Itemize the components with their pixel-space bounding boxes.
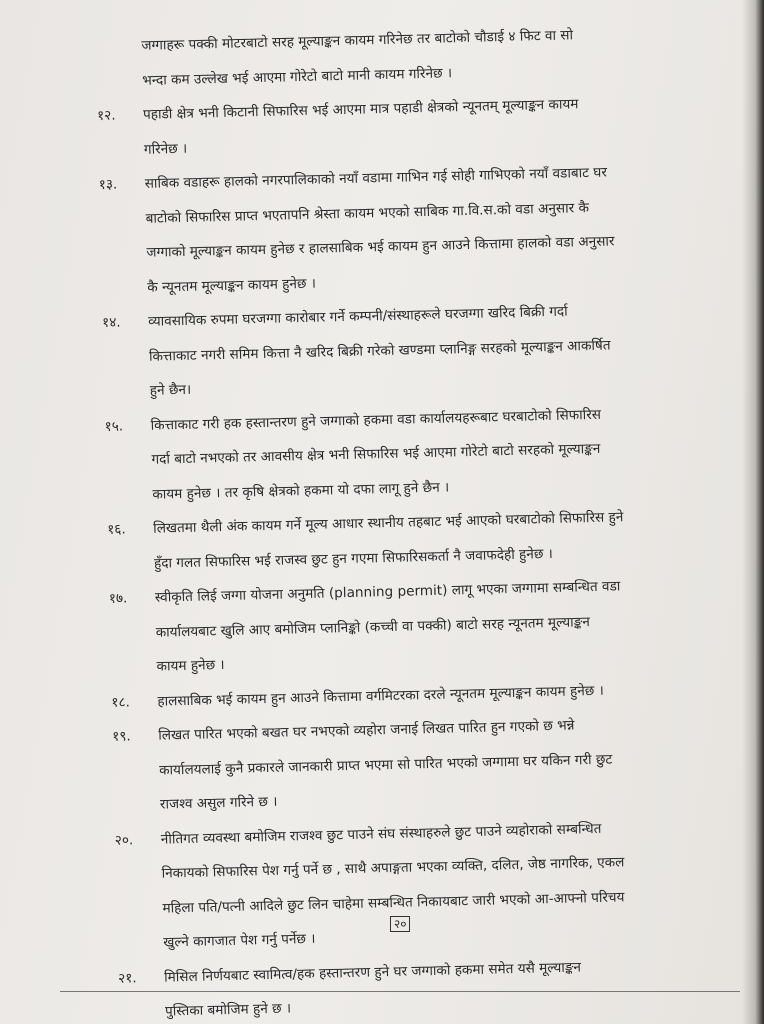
- item-number: १५.: [104, 417, 124, 435]
- text-line: लिखत पारित भएको बखत घर नभएको व्यहोरा जनाई लिखत पारित हुन गएको छ भन्ने: [158, 717, 575, 744]
- item-text: [150, 394, 716, 511]
- item-text: [154, 567, 720, 684]
- item-text: [158, 705, 724, 822]
- numbered-list: [97, 84, 730, 1024]
- text-line: बाटोको सिफारिस प्राप्त भएतापनि श्रेस्ता कायम भएको साबिक गा.वि.स.को वडा अनुसार कै: [145, 199, 590, 227]
- text-line: पहाडी क्षेत्र भनी किटानी सिफारिस भई आएमा मात्र पहाडी क्षेत्रको न्यूनतम् मूल्याङ्कन कायम: [142, 96, 579, 123]
- text-line: कायम हुनेछ ।: [156, 657, 225, 675]
- text-line: कित्ताकाट गरी हक हस्तान्तरण हुने जग्गाको हकमा वडा कार्यालयहरूबाट घरबाटोको सिफारिस: [150, 406, 602, 434]
- page-edge-shadow: [742, 0, 764, 1024]
- text-line: हुने छैन।: [149, 381, 192, 399]
- list-item: [118, 946, 730, 1024]
- item-text: [160, 808, 727, 960]
- item-number: २०.: [114, 831, 134, 849]
- item-number: १२.: [96, 107, 116, 124]
- item-number: १३.: [98, 176, 118, 193]
- text-line: स्वीकृति लिई जग्गा योजना अनुमति (planning permit) लागू भएका जग्गामा सम्बन्धित वडा: [154, 578, 621, 606]
- text-line: कै न्यूनतम मूल्याङ्कन कायम हुनेछ ।: [147, 275, 317, 296]
- text-line: गर्दा बाटो नभएको तर आवसीय क्षेत्र भनी सिफारिस भई आएमा गोरेटो बाटो सरहको मूल्याङ्कन: [151, 440, 601, 468]
- item-text: [164, 946, 730, 1024]
- item-number: १७.: [108, 590, 128, 607]
- text-line: हालसाबिक भई कायम हुन आउने कित्तामा वर्गमिटरका दरले न्यूनतम मूल्याङ्कन कायम हुनेछ ।: [157, 682, 604, 710]
- item-number: १६.: [107, 521, 126, 538]
- list-item: [112, 705, 724, 823]
- text-line: गरिनेछ ।: [143, 140, 188, 158]
- item-number: १८.: [111, 693, 131, 711]
- text-line: कार्यालयबाट खुलि आए बमोजिम प्लानिङ्को (कच्ची वा पक्की) बाटो सरह न्यूनतम मूल्याङ्कन: [155, 613, 591, 641]
- item-text: [144, 153, 711, 305]
- item-number: १९.: [112, 728, 131, 745]
- document-body: [95, 15, 729, 1024]
- list-item: [114, 808, 727, 961]
- text-line: निकायको सिफारिस पेश गर्नु पर्ने छ , साथै अपाङ्गता भएका व्यक्ति, दलित, जेष्ठ नागरिक, एकल: [161, 854, 625, 882]
- text-line: मिसिल निर्णयबाट स्वामित्व/हक हस्तान्तरण हुने घर जग्गाको हकमा समेत यसै मूल्याङ्कन: [163, 958, 582, 986]
- text-line: पुस्तिका बमोजिम हुने छ ।: [164, 1000, 292, 1020]
- text-line: खुल्ने कागजात पेश गर्नु पर्नेछ ।: [163, 930, 316, 951]
- text-line: कायम हुनेछ । तर कृषि क्षेत्रको हकमा यो दफा लागू हुने छैन ।: [152, 478, 450, 503]
- list-item: [104, 394, 716, 512]
- bottom-divider: [60, 991, 740, 992]
- text-line: नीतिगत व्यवस्था बमोजिम राजश्व छुट पाउने संघ संस्थाहरुले छुट पाउने व्यहोराको सम्बन्धित: [160, 820, 602, 848]
- text-line: लिखतमा थैली अंक कायम गर्ने मूल्य आधार स्थानीय तहबाट भई आएको घरबाटोको सिफारिस हुने: [153, 509, 624, 537]
- page-number: २०: [390, 916, 410, 932]
- text-line: कार्यालयलाई कुनै प्रकारले जानकारी प्राप्त भएमा सो पारित भएको जग्गामा घर यकिन गरी छुट: [158, 751, 613, 779]
- text-line: भन्दा कम उल्लेख भई आएमा गोरेटो बाटो मानी कायम गरिनेछ ।: [142, 64, 453, 89]
- list-item: [98, 153, 711, 306]
- text-line: साबिक वडाहरू हालको नगरपालिकाको नयाँ वडामा गाभिन गई सोही गाभिएको नयाँ वडाबाट घर: [144, 164, 608, 192]
- text-line: व्यावसायिक रुपमा घरजग्गा कारोबार गर्ने कम्पनी/संस्थाहरूले घरजग्गा खरिद बिक्री गर्दा: [147, 303, 568, 330]
- list-item: [108, 567, 720, 685]
- text-line: जग्गाको मूल्याङ्कन कायम हुनेछ र हालसाबिक भई कायम हुन आउने कित्तामा हालको वडा अनुसार: [146, 233, 615, 261]
- item-number: १४.: [101, 314, 121, 331]
- text-line: कित्ताकाट नगरी समिम कित्ता नै खरिद बिक्री गरेको खण्डमा प्लानिङ्ग सरहको मूल्याङ्कन आकर्षित: [148, 337, 611, 365]
- text-line: हुँदा गलत सिफारिस भई राजस्व छुट हुन गएमा सिफारिसकर्ता नै जवाफदेही हुनेछ ।: [153, 545, 554, 572]
- text-line: महिला पति/पत्नी आदिले छुट लिन चाहेमा सम्बन्धित निकायबाट जारी भएको आ-आफ्नो परिचय: [162, 888, 625, 917]
- item-text: [148, 291, 714, 408]
- item-number: २१.: [117, 969, 137, 987]
- text-line: जग्गाहरू पक्की मोटरबाटो सरह मूल्याङ्कन कायम गरिनेछ तर बाटोको चौडाई ४ फिट वा सो: [141, 27, 574, 54]
- text-line: राजश्व असुल गरिने छ ।: [159, 793, 278, 813]
- list-item: [102, 291, 714, 409]
